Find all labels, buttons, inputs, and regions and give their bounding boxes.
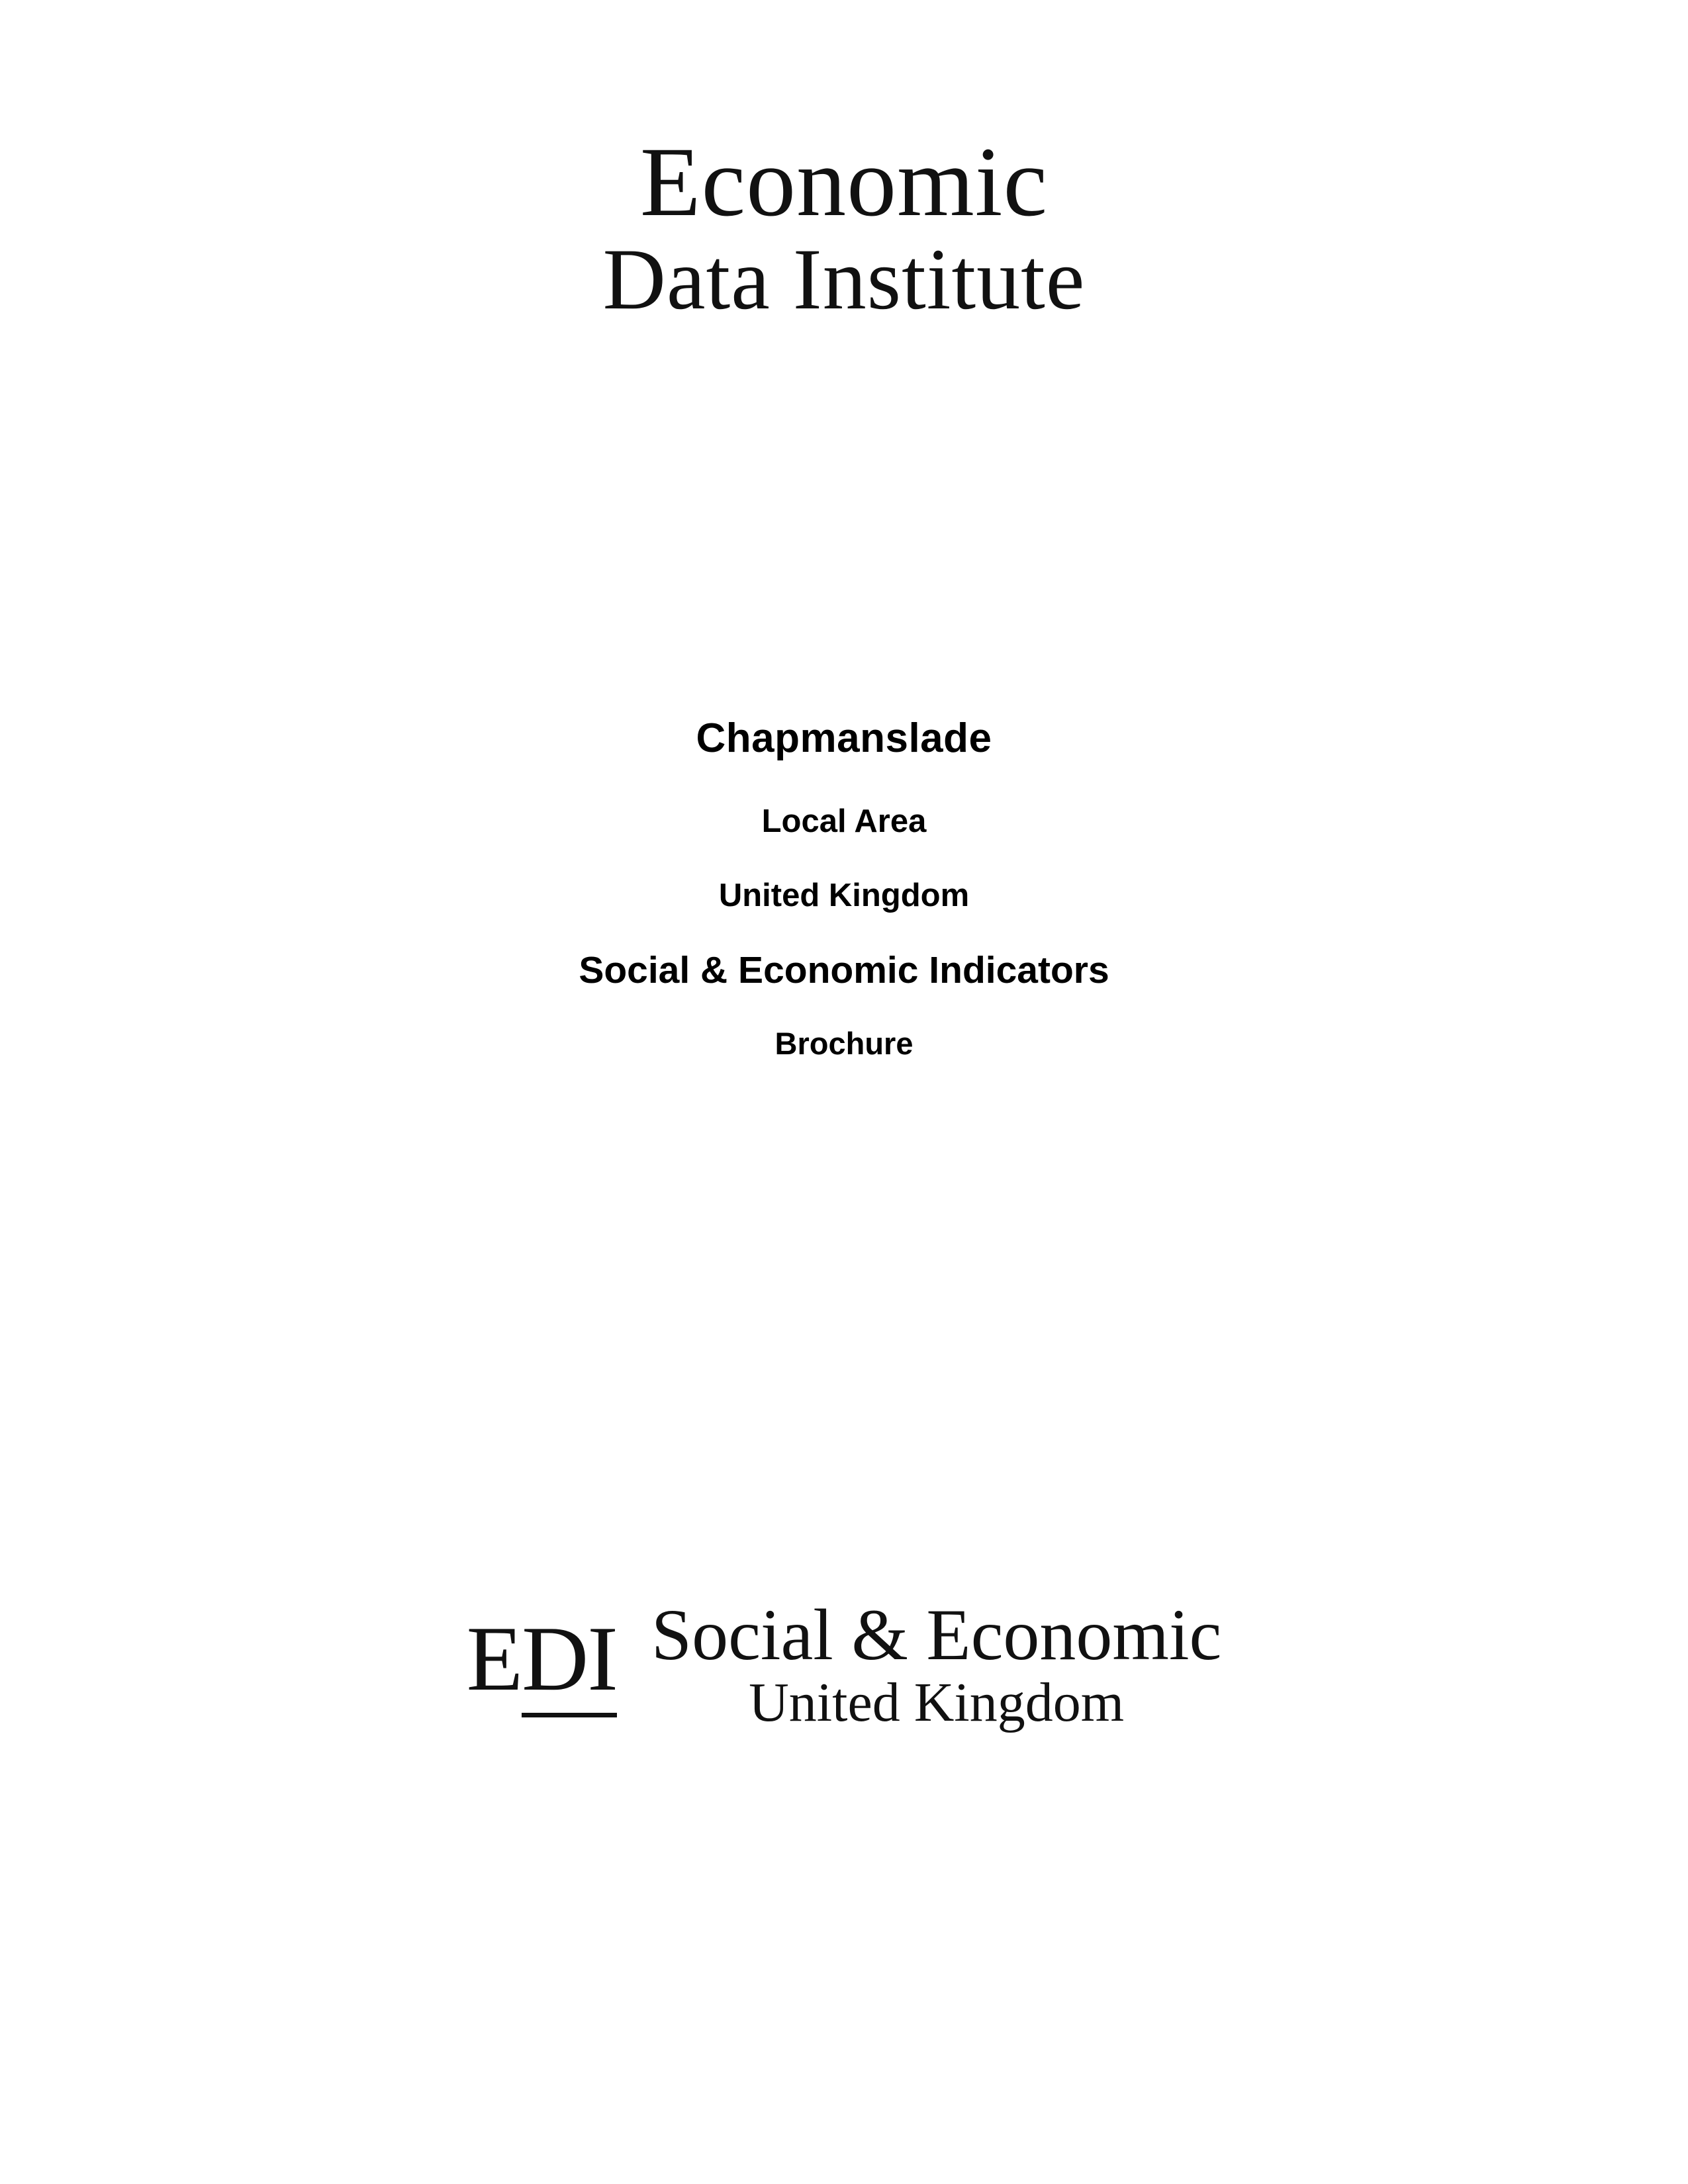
edi-footer-line-1: Social & Economic — [651, 1594, 1222, 1675]
masthead-line-2: Data Institute — [602, 230, 1086, 328]
edi-footer-logo — [0, 1594, 1688, 1733]
cover-title-block — [0, 715, 1688, 1062]
document-type-label: Brochure — [774, 1026, 914, 1061]
area-type-label: Local Area — [761, 803, 927, 839]
subject-label: Social & Economic Indicators — [579, 949, 1109, 991]
country-label: United Kingdom — [718, 878, 970, 913]
edi-wordmark-e: E — [466, 1608, 522, 1710]
masthead-line-1: Economic — [639, 127, 1049, 237]
edi-wordmark-di: DI — [522, 1608, 617, 1717]
publisher-masthead — [0, 127, 1688, 328]
edi-footer-line-2: United Kingdom — [749, 1672, 1125, 1733]
edi-wordmark — [466, 1598, 617, 1710]
edi-footer-text — [651, 1594, 1222, 1733]
page-title: Chapmanslade — [696, 715, 992, 761]
